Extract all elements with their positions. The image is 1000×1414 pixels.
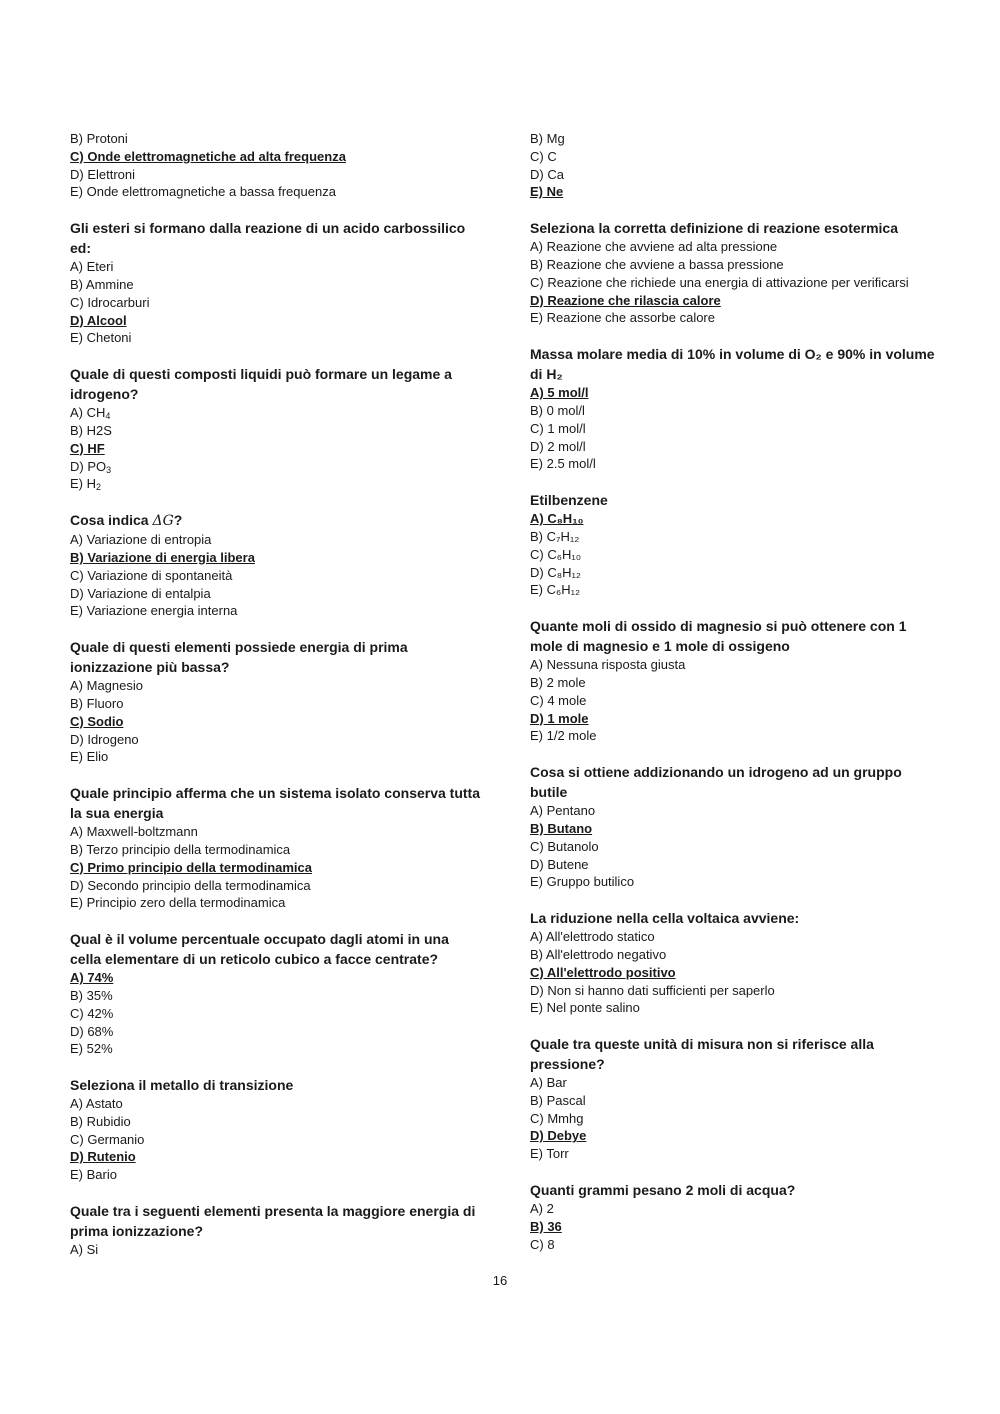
answer-option [530, 838, 940, 856]
line-text: E) 52% [70, 1041, 113, 1057]
line-text: D) Elettroni [70, 166, 136, 182]
question-text [530, 1180, 940, 1200]
correct-answer-option [70, 859, 480, 877]
line-text: Seleziona la corretta definizione di reazione esotermica [530, 220, 899, 237]
question-text [530, 218, 940, 238]
line-text: A) Maxwell-boltzmann [70, 824, 198, 840]
answer-option [70, 1166, 480, 1184]
answer-option [530, 438, 940, 456]
answer-option [530, 148, 940, 166]
line-text: B) C₇H₁₂ [530, 528, 580, 544]
page-number: 16 [492, 1273, 508, 1288]
answer-option [70, 1113, 480, 1131]
answer-option [70, 166, 480, 184]
line-text: C) Variazione di spontaneità [70, 567, 233, 583]
answer-option [70, 183, 480, 201]
line-text: B) Protoni [70, 131, 128, 146]
subscript: 2 [96, 482, 102, 493]
line-text: B) H2S [70, 422, 112, 438]
answer-option [70, 404, 480, 422]
line-text: B) 2 mole [530, 674, 586, 690]
answer-option [70, 475, 480, 493]
line-text: D) 68% [70, 1023, 114, 1039]
line-text: E) Reazione che assorbe calore [530, 310, 715, 326]
answer-option [70, 258, 480, 276]
line-text: A) 74% [70, 970, 114, 986]
answer-option [70, 695, 480, 713]
line-text: D) Ca [530, 166, 564, 182]
line-text: E) H [70, 476, 96, 492]
correct-answer-option [70, 549, 480, 567]
line-text: B) All'elettrodo negativo [530, 946, 667, 962]
line-text: Quante moli di ossido di magnesio si può ottenere con 1 mole di magnesio e 1 mole di ossigeno [530, 618, 907, 655]
answer-option [530, 1200, 940, 1218]
answer-option [70, 276, 480, 294]
question-text [70, 783, 480, 823]
line-text: Cosa indica [70, 512, 153, 529]
line-text: A) CH [70, 405, 106, 421]
answer-option [530, 692, 940, 710]
line-text: Quale di questi elementi possiede energia di prima ionizzazione più bassa? [70, 639, 408, 676]
line-text: Gli esteri si formano dalla reazione di un acido carbossilico ed: [70, 220, 466, 257]
line-text: Cosa si ottiene addizionando un idrogeno ad un gruppo butile [530, 764, 902, 801]
question-text [70, 364, 480, 404]
answer-option [530, 1236, 940, 1254]
correct-answer-option [70, 312, 480, 330]
answer-option [530, 238, 940, 256]
answer-option [530, 256, 940, 274]
answer-option [70, 748, 480, 766]
line-text: C) 1 mol/l [530, 420, 586, 436]
answer-option [530, 1145, 940, 1163]
line-text: A) C₈H₁₀ [530, 511, 584, 527]
line-text: A) 2 [530, 1201, 554, 1217]
answer-option [70, 731, 480, 749]
answer-option [70, 1241, 480, 1259]
line-text: D) Idrogeno [70, 731, 139, 747]
line-text: C) C₆H₁₀ [530, 546, 582, 562]
answer-option [530, 420, 940, 438]
line-text: A) Pentano [530, 803, 596, 819]
answer-option [70, 1040, 480, 1058]
answer-option [70, 1023, 480, 1041]
answer-option [530, 674, 940, 692]
question-text [70, 1201, 480, 1241]
answer-option [530, 873, 940, 891]
answer-option [70, 987, 480, 1005]
answer-option [70, 294, 480, 312]
answer-option [70, 894, 480, 912]
line-text: A) Si [70, 1242, 99, 1258]
answer-option [530, 274, 940, 292]
correct-answer-option [70, 1148, 480, 1166]
line-text: D) PO [70, 458, 107, 474]
line-text: B) Reazione che avviene a bassa pressione [530, 256, 784, 272]
line-text: E) Elio [70, 749, 109, 765]
answer-option [530, 309, 940, 327]
answer-option [70, 458, 480, 476]
line-text: A) Reazione che avviene ad alta pressione [530, 239, 778, 255]
answer-option [530, 999, 940, 1017]
answer-option [530, 856, 940, 874]
line-text: E) Principio zero della termodinamica [70, 895, 286, 911]
question-text [530, 1034, 940, 1074]
line-text: B) Terzo principio della termodinamica [70, 841, 291, 857]
question-text [530, 616, 940, 656]
line-text: A) All'elettrodo statico [530, 929, 655, 945]
line-text: D) 1 mole [530, 710, 589, 726]
line-text: A) Bar [530, 1075, 567, 1091]
answer-option [530, 946, 940, 964]
left-column [70, 130, 480, 1259]
question-text [530, 762, 940, 802]
answer-option [530, 546, 940, 564]
line-text: B) Butano [530, 820, 593, 836]
math-symbol: ΔG [152, 513, 174, 530]
correct-answer-option [70, 148, 480, 166]
correct-answer-option [530, 1127, 940, 1145]
line-text: B) 0 mol/l [530, 402, 585, 418]
line-text: Quale tra queste unità di misura non si riferisce alla pressione? [530, 1036, 874, 1073]
line-text: C) 4 mole [530, 692, 587, 708]
answer-option [70, 1095, 480, 1113]
answer-option [530, 1092, 940, 1110]
answer-option [530, 802, 940, 820]
line-text: E) Torr [530, 1146, 569, 1162]
line-text: D) Secondo principio della termodinamica [70, 877, 311, 893]
question-text [70, 218, 480, 258]
line-text: C) Germanio [70, 1131, 145, 1147]
line-text: E) Ne [530, 184, 564, 200]
line-text: D) 2 mol/l [530, 438, 586, 454]
line-text: D) Butene [530, 856, 589, 872]
line-text: E) Bario [70, 1167, 117, 1183]
line-text: Qual è il volume percentuale occupato dagli atomi in una cella elementare di un reticolo cubico a facce centrate? [70, 931, 449, 968]
line-text: C) Sodio [70, 713, 124, 729]
line-text: B) Rubidio [70, 1113, 131, 1129]
line-text: B) 36 [530, 1218, 562, 1234]
line-text: D) C₈H₁₂ [530, 564, 581, 580]
answer-option [530, 130, 940, 148]
line-text: D) Alcool [70, 312, 127, 328]
question-text [70, 510, 480, 531]
line-text: E) Variazione energia interna [70, 603, 238, 619]
answer-option [530, 982, 940, 1000]
line-text-suffix: ? [173, 512, 183, 529]
line-text: B) Fluoro [70, 695, 124, 711]
line-text: Quale di questi composti liquidi può formare un legame a idrogeno? [70, 366, 452, 403]
line-text: C) Primo principio della termodinamica [70, 859, 312, 875]
answer-option [70, 841, 480, 859]
answer-option [530, 455, 940, 473]
correct-answer-option [70, 713, 480, 731]
line-text: C) Mmhg [530, 1110, 584, 1126]
question-text [70, 637, 480, 677]
line-text: D) Rutenio [70, 1149, 136, 1165]
line-text: A) 5 mol/l [530, 385, 589, 401]
line-text: E) 1/2 mole [530, 728, 597, 744]
line-text: C) Idrocarburi [70, 294, 150, 310]
line-text: B) Pascal [530, 1092, 586, 1108]
line-text: A) Astato [70, 1096, 123, 1112]
line-text: A) Variazione di entropia [70, 532, 212, 548]
correct-answer-option [70, 440, 480, 458]
subscript: 3 [106, 464, 112, 475]
answer-option [70, 130, 480, 148]
line-text: B) Ammine [70, 276, 134, 292]
right-column [530, 130, 940, 1253]
answer-option [530, 727, 940, 745]
answer-option [530, 564, 940, 582]
correct-answer-option [530, 183, 940, 201]
answer-option [70, 823, 480, 841]
correct-answer-option [530, 710, 940, 728]
answer-option [530, 1074, 940, 1092]
subscript: 4 [105, 411, 111, 422]
line-text: C) All'elettrodo positivo [530, 964, 676, 980]
answer-option [530, 166, 940, 184]
answer-option [70, 602, 480, 620]
line-text: C) Onde elettromagnetiche ad alta frequenza [70, 148, 346, 164]
answer-option [530, 1110, 940, 1128]
question-text [530, 344, 940, 384]
line-text: D) Non si hanno dati sufficienti per saperlo [530, 982, 775, 998]
answer-option [70, 585, 480, 603]
answer-option [530, 928, 940, 946]
line-text: E) 2.5 mol/l [530, 456, 596, 472]
correct-answer-option [530, 292, 940, 310]
correct-answer-option [530, 820, 940, 838]
answer-option [70, 877, 480, 895]
answer-option [530, 581, 940, 599]
correct-answer-option [530, 510, 940, 528]
answer-option [530, 402, 940, 420]
answer-option [70, 329, 480, 347]
line-text: C) HF [70, 440, 105, 456]
answer-option [70, 422, 480, 440]
line-text: E) Chetoni [70, 330, 132, 346]
line-text: A) Eteri [70, 259, 114, 275]
line-text: Seleziona il metallo di transizione [70, 1077, 294, 1094]
line-text: D) Debye [530, 1128, 587, 1144]
line-text: E) Gruppo butilico [530, 874, 635, 890]
line-text: E) Nel ponte salino [530, 1000, 640, 1016]
line-text: C) 8 [530, 1236, 555, 1252]
line-text: A) Magnesio [70, 678, 143, 694]
line-text: La riduzione nella cella voltaica avviene: [530, 910, 800, 927]
question-text [530, 908, 940, 928]
question-text [530, 490, 940, 510]
line-text: B) Variazione di energia libera [70, 549, 255, 565]
answer-option [70, 1005, 480, 1023]
line-text: B) Mg [530, 131, 565, 146]
line-text: A) Nessuna risposta giusta [530, 657, 686, 673]
line-text: C) Reazione che richiede una energia di attivazione per verificarsi [530, 274, 909, 290]
correct-answer-option [70, 969, 480, 987]
line-text: Etilbenzene [530, 492, 608, 509]
answer-option [70, 1131, 480, 1149]
correct-answer-option [530, 384, 940, 402]
line-text: Quale principio afferma che un sistema isolato conserva tutta la sua energia [70, 785, 481, 822]
line-text: E) C₆H₁₂ [530, 582, 581, 598]
line-text: C) 42% [70, 1005, 114, 1021]
line-text: E) Onde elettromagnetiche a bassa frequenza [70, 184, 336, 200]
question-text [70, 1075, 480, 1095]
line-text: D) Reazione che rilascia calore [530, 292, 721, 308]
question-text [70, 929, 480, 969]
correct-answer-option [530, 964, 940, 982]
line-text: C) C [530, 148, 557, 164]
line-text: C) Butanolo [530, 838, 599, 854]
line-text: B) 35% [70, 987, 113, 1003]
line-text: Massa molare media di 10% in volume di O₂ e 90% in volume di H₂ [530, 346, 935, 383]
line-text: Quale tra i seguenti elementi presenta la maggiore energia di prima ionizzazione? [70, 1203, 476, 1240]
answer-option [70, 677, 480, 695]
answer-option [70, 567, 480, 585]
line-text: D) Variazione di entalpia [70, 585, 211, 601]
answer-option [70, 531, 480, 549]
correct-answer-option [530, 1218, 940, 1236]
answer-option [530, 528, 940, 546]
line-text: Quanti grammi pesano 2 moli di acqua? [530, 1182, 796, 1199]
answer-option [530, 656, 940, 674]
